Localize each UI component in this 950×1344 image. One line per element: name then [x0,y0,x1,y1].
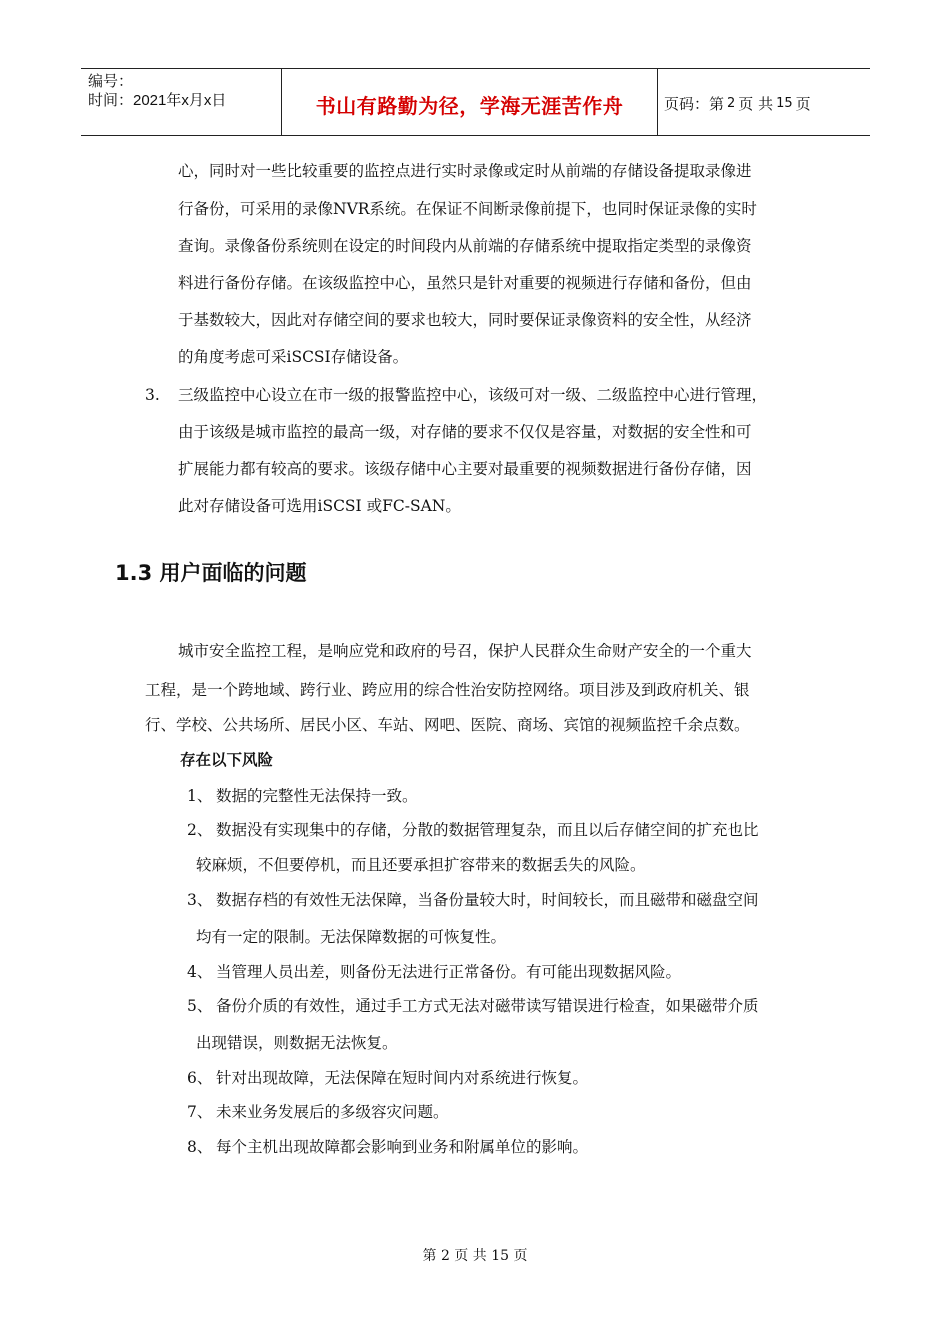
header-page-number [658,69,870,135]
risk-line: 针对出现故障，无法保障在短时间内对系统进行恢复。 [216,1069,589,1087]
risk-number: 1、 [187,787,213,805]
header-number-label: 编号： [88,73,134,90]
page-footer: 第 2 页 共 15 页 [422,1248,528,1264]
risk-line: 数据的完整性无法保持一致。 [216,787,418,805]
risk-line: 备份介质的有效性，通过手工方式无法对磁带读写错误进行检查，如果磁带介质 [216,997,759,1015]
header-meta [81,69,282,135]
intro-line: 行、学校、公共场所、居民小区、车站、网吧、医院、商场、宾馆的视频监控千余点数。 [145,716,750,734]
risk-line: 均有一定的限制。无法保障数据的可恢复性。 [196,928,507,946]
continuation-line: 料进行备份存储。在该级监控中心，虽然只是针对重要的视频进行存储和备份，但由 [178,274,752,292]
risk-number: 4、 [187,963,213,981]
page-label-prefix: 页码：第 [664,94,725,113]
risk-number: 6、 [187,1069,213,1087]
continuation-line: 于基数较大，因此对存储空间的要求也较大，同时要保证录像资料的安全性，从经济 [178,311,752,329]
risk-number: 5、 [187,997,213,1015]
section-heading: 1.3 用户面临的问题 [115,561,307,585]
risk-number: 8、 [187,1138,213,1156]
page-label-mid: 页 共 [738,94,774,113]
risk-line: 数据存档的有效性无法保障，当备份量较大时，时间较长，而且磁带和磁盘空间 [216,891,759,909]
page-label-suffix: 页 [795,94,811,113]
list-item-line: 扩展能力都有较高的要求。该级存储中心主要对最重要的视频数据进行备份存储，因 [178,460,752,478]
page-header [81,68,870,136]
risk-line: 出现错误，则数据无法恢复。 [196,1034,398,1052]
intro-line: 城市安全监控工程，是响应党和政府的号召，保护人民群众生命财产安全的一个重大 [178,642,752,660]
risk-line: 数据没有实现集中的存储，分散的数据管理复杂，而且以后存储空间的扩充也比 [216,821,759,839]
continuation-line: 查询。录像备份系统则在设定的时间段内从前端的存储系统中提取指定类型的录像资 [178,237,752,255]
list-item-line: 三级监控中心设立在市一级的报警监控中心，该级可对一级、二级监控中心进行管理， [178,386,768,404]
risk-line: 当管理人员出差，则备份无法进行正常备份。有可能出现数据风险。 [216,963,682,981]
risk-line: 较麻烦，不但要停机，而且还要承担扩容带来的数据丢失的风险。 [196,856,646,874]
continuation-line: 心，同时对一些比较重要的监控点进行实时录像或定时从前端的存储设备提取录像进 [178,162,752,180]
list-item-line: 由于该级是城市监控的最高一级，对存储的要求不仅仅是容量，对数据的安全性和可 [178,423,752,441]
risk-line: 未来业务发展后的多级容灾问题。 [216,1103,449,1121]
risk-label: 存在以下风险 [180,751,274,769]
risk-number: 7、 [187,1103,213,1121]
continuation-line: 行备份，可采用的录像NVR系统。在保证不间断录像前提下，也同时保证录像的实时 [178,200,757,218]
risk-number: 2、 [187,821,213,839]
risk-line: 每个主机出现故障都会影响到业务和附属单位的影响。 [216,1138,589,1156]
intro-line: 工程，是一个跨地域、跨行业、跨应用的综合性治安防控网络。项目涉及到政府机关、银 [145,681,750,699]
page-current: 2 [727,95,736,111]
risk-number: 3、 [187,891,213,909]
list-item-number: 3. [145,386,160,404]
header-time-label: 时间：2021年x月x日 [88,92,227,109]
page-total: 15 [776,95,793,111]
header-motto: 书山有路勤为径，学海无涯苦作舟 [315,93,624,118]
list-item-line: 此对存储设备可选用iSCSI 或FC-SAN。 [178,497,461,515]
continuation-line: 的角度考虑可采iSCSI存储设备。 [178,348,409,366]
header-motto-cell [282,69,658,135]
